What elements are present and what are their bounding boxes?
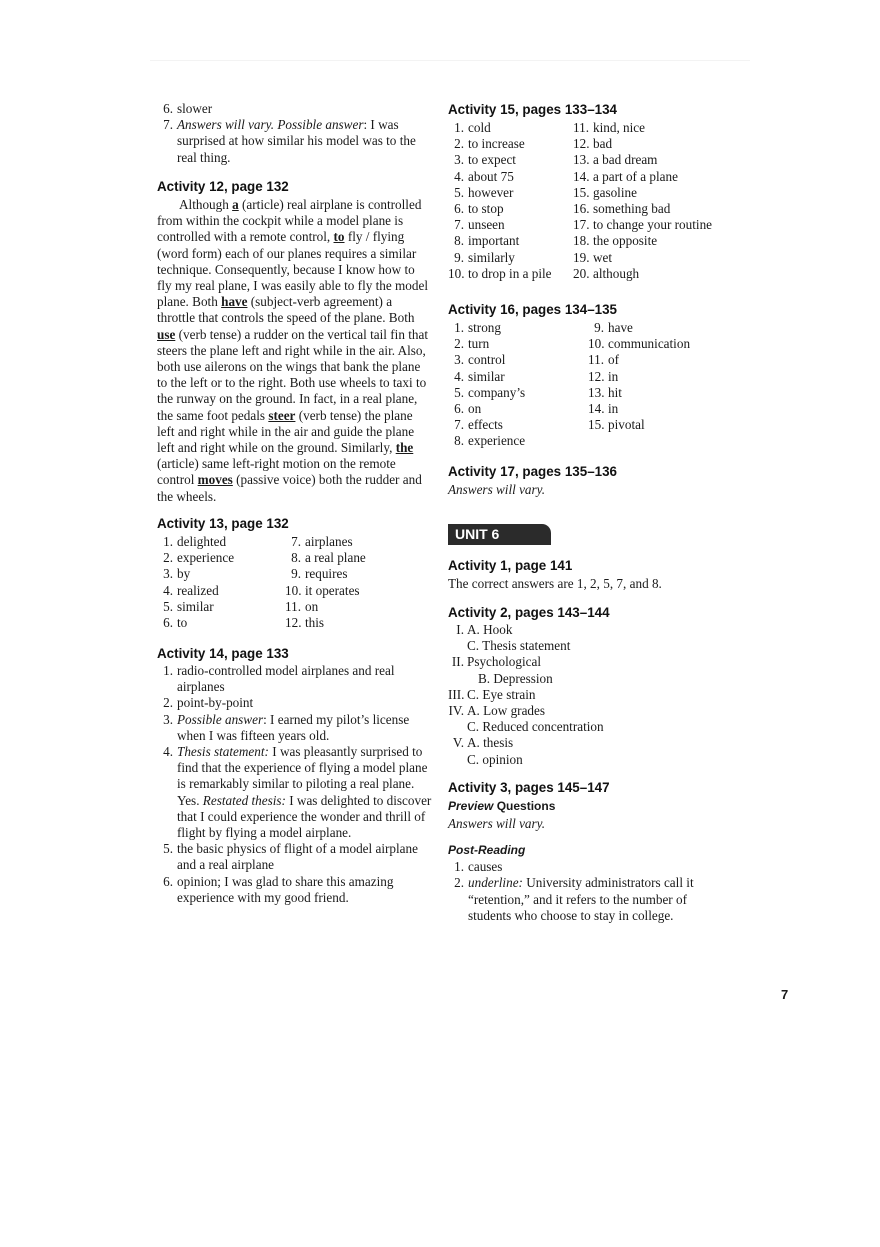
item-text: bad — [593, 136, 613, 152]
item-number: 14. — [573, 168, 590, 184]
list-item — [157, 550, 285, 566]
item-text: to increase — [468, 136, 525, 152]
item-number: 10. — [448, 265, 465, 281]
item-text: a part of a plane — [593, 168, 678, 184]
activity-heading: Activity 1, page 141 — [448, 558, 573, 573]
item-number: 4. — [454, 368, 464, 384]
item-italic: Answers will vary. Possible answer — [177, 117, 364, 133]
list-item — [448, 233, 573, 249]
item-number: 13. — [588, 384, 605, 400]
answer-word: the — [395, 440, 414, 456]
list-item — [157, 599, 285, 615]
list-item — [448, 120, 573, 136]
item-text: of — [608, 352, 619, 368]
paragraph-text: (subject-verb agreement) a throttle that controls the speed of the plane. Both — [157, 294, 415, 326]
item-number: 3. — [163, 711, 173, 727]
item-text: the basic physics of flight of a model airplane and a real airplane — [177, 841, 418, 873]
item-text: I was pleasantly surprised to find that the experience of flying a model plane is remarkably similar to piloting a real plane. Yes. — [177, 744, 428, 808]
item-text: it operates — [305, 582, 360, 598]
list-item — [448, 217, 573, 233]
outline-text: C. Thesis statement — [467, 638, 571, 654]
list-item — [573, 250, 738, 266]
activity-16 — [448, 302, 738, 450]
activity-heading: Activity 17, pages 135–136 — [448, 464, 617, 479]
list-item — [573, 233, 738, 249]
item-text: company’s — [468, 384, 526, 400]
list-item — [588, 369, 738, 385]
activity-heading: Activity 16, pages 134–135 — [448, 302, 617, 317]
roman-numeral — [448, 638, 467, 654]
list-item — [285, 599, 435, 615]
outline-row — [448, 735, 738, 751]
outline-text: C. Eye strain — [467, 686, 536, 702]
outline-text: C. opinion — [467, 751, 523, 767]
list-item — [157, 101, 435, 117]
item-text: communication — [608, 336, 691, 352]
item-number: 2. — [454, 875, 464, 891]
item-number: 15. — [573, 184, 590, 200]
item-text: a bad dream — [593, 152, 658, 168]
item-text: radio-controlled model airplanes and real airplanes — [177, 663, 395, 695]
roman-numeral: V. — [452, 735, 464, 751]
item-text: effects — [468, 417, 503, 433]
page-number: 7 — [781, 987, 789, 1002]
item-text: University administrators call it “retention,” and it refers to the number of students who choose to stay in college. — [468, 875, 694, 923]
item-text: wet — [593, 249, 613, 265]
list-item — [448, 152, 573, 168]
item-text: point-by-point — [177, 695, 254, 711]
item-text: important — [468, 233, 520, 249]
item-text: pivotal — [608, 417, 645, 433]
list-item — [588, 401, 738, 417]
list-item — [285, 534, 435, 550]
activity-1 — [448, 558, 738, 592]
outline-text: A. thesis — [467, 735, 514, 751]
outline-row — [448, 671, 738, 687]
item-text: control — [468, 352, 506, 368]
item-number: 11. — [573, 120, 589, 135]
item-number: 4. — [163, 582, 173, 598]
answer-word: moves — [197, 472, 233, 488]
item-number: 6. — [163, 101, 173, 116]
list-item — [573, 120, 738, 136]
activity-15 — [448, 102, 738, 282]
item-number: 6. — [454, 201, 464, 217]
activity-text: The correct answers are 1, 2, 5, 7, and 8. — [448, 576, 662, 591]
outline-row — [448, 654, 738, 670]
list-item — [157, 117, 435, 166]
list-item — [448, 417, 588, 433]
roman-numeral: IV. — [448, 703, 464, 719]
item-number: 9. — [594, 320, 604, 335]
item-number: 2. — [163, 695, 173, 711]
item-text: turn — [468, 336, 490, 352]
list-item — [573, 201, 738, 217]
post-reading-label: Post-Reading — [448, 843, 526, 858]
item-text: to drop in a pile — [468, 265, 552, 281]
outline-text: C. Reduced concentration — [467, 719, 604, 735]
answer-word: to — [333, 229, 345, 245]
item-number: 1. — [454, 120, 464, 135]
item-number: 7. — [291, 534, 301, 549]
roman-numeral — [448, 752, 467, 768]
item-number: 11. — [285, 598, 301, 614]
item-number: 3. — [163, 566, 173, 582]
item-number: 7. — [454, 417, 464, 433]
activity-3 — [448, 780, 738, 924]
item-number: 18. — [573, 233, 590, 249]
item-text: similarly — [468, 249, 515, 265]
paragraph-text: Although — [179, 197, 233, 212]
item-number: 5. — [454, 384, 464, 400]
item-number: 6. — [163, 615, 173, 631]
item-italic: Restated thesis: — [202, 792, 286, 808]
activity-heading: Activity 2, pages 143–144 — [448, 605, 610, 620]
list-item — [448, 266, 573, 282]
list-item — [157, 744, 435, 841]
list-item — [448, 185, 573, 201]
item-number: 1. — [163, 534, 173, 549]
list-item — [285, 566, 435, 582]
item-text: kind, nice — [593, 120, 646, 135]
list-item — [157, 615, 285, 631]
outline-row — [448, 687, 738, 703]
answer-word: a — [232, 197, 239, 212]
item-text: : I earned my pilot’s license when I was fifteen years old. — [177, 711, 410, 743]
list-item — [588, 320, 738, 336]
paragraph-text: (passive voice) both the rudder and the wheels. — [157, 472, 422, 504]
item-text: in — [608, 401, 619, 417]
item-text: to stop — [468, 201, 504, 217]
item-text: about 75 — [468, 168, 514, 184]
list-item — [157, 874, 435, 906]
paragraph-text: (verb tense) a rudder on the vertical tail fin that steers the plane left and right while in the air. Also, both use ailerons on the wings that bank the plane to the left or to the right. Both use wheels to taxi to the runway on the ground. In fact, in a real plane, the same foot pedals — [157, 326, 428, 423]
activity-heading: Activity 14, page 133 — [157, 646, 289, 661]
roman-numeral: II. — [451, 654, 464, 670]
item-text: on — [468, 401, 482, 417]
item-text: a real plane — [305, 550, 366, 566]
list-item — [285, 550, 435, 566]
item-text: have — [608, 320, 633, 335]
item-number: 8. — [454, 433, 464, 449]
answer-word: have — [221, 294, 248, 310]
item-text: to change your routine — [593, 217, 713, 233]
item-number: 10. — [285, 582, 302, 598]
item-number: 5. — [454, 184, 464, 200]
outline-text: A. Low grades — [467, 703, 546, 719]
item-text: airplanes — [305, 534, 353, 549]
item-number: 2. — [454, 336, 464, 352]
list-item — [157, 841, 435, 873]
item-text: hit — [608, 384, 622, 400]
answer-word: steer — [268, 407, 296, 423]
activity-11-continued — [157, 101, 435, 166]
item-number: 11. — [588, 352, 604, 368]
item-italic: Possible answer — [177, 711, 264, 727]
activity-heading: Activity 15, pages 133–134 — [448, 102, 617, 117]
item-text: similar — [468, 368, 505, 384]
item-number: 2. — [454, 136, 464, 152]
preview-rest: Questions — [493, 799, 556, 813]
unit-badge: UNIT 6 — [448, 524, 551, 545]
list-item — [157, 566, 285, 582]
list-item — [448, 385, 588, 401]
item-text: on — [305, 598, 319, 614]
outline-row — [448, 703, 738, 719]
item-number: 19. — [573, 249, 590, 265]
item-text: this — [305, 615, 325, 631]
item-number: 20. — [573, 265, 590, 281]
list-item — [448, 433, 588, 449]
header-rule — [150, 60, 750, 61]
activity-text: Answers will vary. — [448, 816, 546, 831]
outline-row — [448, 752, 738, 768]
item-number: 12. — [588, 368, 605, 384]
item-number: 12. — [285, 615, 302, 631]
list-item — [157, 695, 435, 711]
list-item — [448, 352, 588, 368]
item-text: delighted — [177, 534, 227, 549]
item-number: 5. — [163, 598, 173, 614]
item-text: causes — [468, 859, 503, 875]
outline-text: A. Hook — [467, 622, 513, 637]
list-item — [448, 201, 573, 217]
outline-row — [448, 638, 738, 654]
item-text: however — [468, 184, 514, 200]
item-text: experience — [468, 433, 526, 449]
item-text: : I was surprised at how similar his model was to the real thing. — [177, 117, 416, 165]
item-number: 15. — [588, 417, 605, 433]
activity-12-paragraph — [157, 197, 432, 505]
activity-heading: Activity 12, page 132 — [157, 179, 289, 194]
item-number: 16. — [573, 201, 590, 217]
item-number: 4. — [163, 744, 173, 760]
outline-text: Psychological — [467, 654, 541, 670]
list-item — [588, 336, 738, 352]
paragraph-text: fly / flying (word form) each of our planes requires a similar technique. Consequently, because I know how to fly my real plane, I was easily able to fly the model plane. Both — [157, 229, 428, 310]
outline-row — [448, 719, 738, 735]
item-text: slower — [177, 101, 213, 116]
item-number: 1. — [163, 663, 173, 678]
activity-17 — [448, 464, 738, 498]
item-number: 5. — [163, 841, 173, 857]
item-number: 17. — [573, 217, 590, 233]
item-number: 13. — [573, 152, 590, 168]
list-item — [573, 185, 738, 201]
list-item — [573, 136, 738, 152]
item-text: to — [177, 615, 188, 631]
item-number: 8. — [454, 233, 464, 249]
activity-13 — [157, 516, 435, 631]
list-item — [448, 320, 588, 336]
item-number: 1. — [454, 320, 464, 335]
list-item — [448, 369, 588, 385]
item-number: 3. — [454, 152, 464, 168]
list-item — [448, 169, 573, 185]
item-text: although — [593, 265, 640, 281]
list-item — [573, 266, 738, 282]
activity-text: Answers will vary. — [448, 482, 546, 497]
preview-heading — [448, 798, 738, 814]
list-item — [448, 136, 573, 152]
list-item — [448, 401, 588, 417]
item-text: to expect — [468, 152, 516, 168]
outline-row — [448, 622, 738, 638]
post-reading-heading — [448, 842, 738, 858]
item-text: unseen — [468, 217, 505, 233]
item-number: 3. — [454, 352, 464, 368]
item-text: the opposite — [593, 233, 658, 249]
item-number: 12. — [573, 136, 590, 152]
list-item — [285, 583, 435, 599]
list-item — [573, 217, 738, 233]
activity-14 — [157, 646, 435, 906]
list-item — [588, 417, 738, 433]
roman-numeral: I. — [456, 622, 464, 637]
roman-numeral — [448, 719, 467, 735]
paragraph-text: (verb tense) the plane left and right while in the air and guide the plane left and right while on the ground. Similarly, — [157, 407, 415, 456]
list-item — [157, 712, 435, 744]
item-number: 4. — [454, 168, 464, 184]
paragraph-text: (article) same left-right motion on the remote control — [157, 456, 396, 488]
list-item — [573, 169, 738, 185]
item-text: gasoline — [593, 184, 637, 200]
item-number: 7. — [163, 117, 173, 133]
item-italic: Thesis statement: — [177, 744, 269, 760]
list-item — [157, 583, 285, 599]
list-item — [573, 152, 738, 168]
item-text: something bad — [593, 201, 671, 217]
item-text: requires — [305, 566, 348, 582]
item-number: 6. — [454, 401, 464, 417]
list-item — [448, 875, 718, 924]
preview-italic: Preview — [448, 799, 494, 813]
item-text: experience — [177, 550, 235, 566]
activity-heading: Activity 13, page 132 — [157, 516, 289, 531]
activity-2 — [448, 605, 738, 768]
item-number: 1. — [454, 859, 464, 875]
item-text: similar — [177, 598, 214, 614]
item-text: realized — [177, 582, 219, 598]
item-number: 9. — [454, 249, 464, 265]
item-number: 8. — [291, 550, 301, 566]
item-number: 14. — [588, 401, 605, 417]
list-item — [448, 250, 573, 266]
item-number: 7. — [454, 217, 464, 233]
activity-heading: Activity 3, pages 145–147 — [448, 780, 610, 795]
item-number: 6. — [163, 873, 173, 889]
item-text: strong — [468, 320, 501, 335]
list-item — [588, 352, 738, 368]
list-item — [588, 385, 738, 401]
item-number: 2. — [163, 550, 173, 566]
item-text: opinion; I was glad to share this amazing experience with my good friend. — [177, 873, 394, 905]
activity-12 — [157, 179, 435, 505]
outline-text: B. Depression — [478, 670, 553, 686]
item-text: cold — [468, 120, 491, 135]
list-item — [448, 859, 738, 875]
roman-numeral: III. — [448, 686, 465, 702]
item-italic: underline: — [468, 875, 523, 891]
list-item — [448, 336, 588, 352]
item-number: 9. — [291, 566, 301, 582]
list-item — [285, 615, 435, 631]
answer-word: use — [157, 326, 176, 342]
item-text: I was delighted to discover that I could experience the wonder and thrill of flight by flying a model airplane. — [177, 792, 432, 841]
list-item — [157, 663, 435, 695]
roman-numeral — [448, 671, 467, 687]
item-text: in — [608, 368, 619, 384]
item-number: 10. — [588, 336, 605, 352]
item-text: by — [177, 566, 191, 582]
paragraph-text: (article) real airplane is controlled from within the cockpit while a model plane is controlled with a remote control, — [157, 197, 422, 245]
list-item — [157, 534, 285, 550]
